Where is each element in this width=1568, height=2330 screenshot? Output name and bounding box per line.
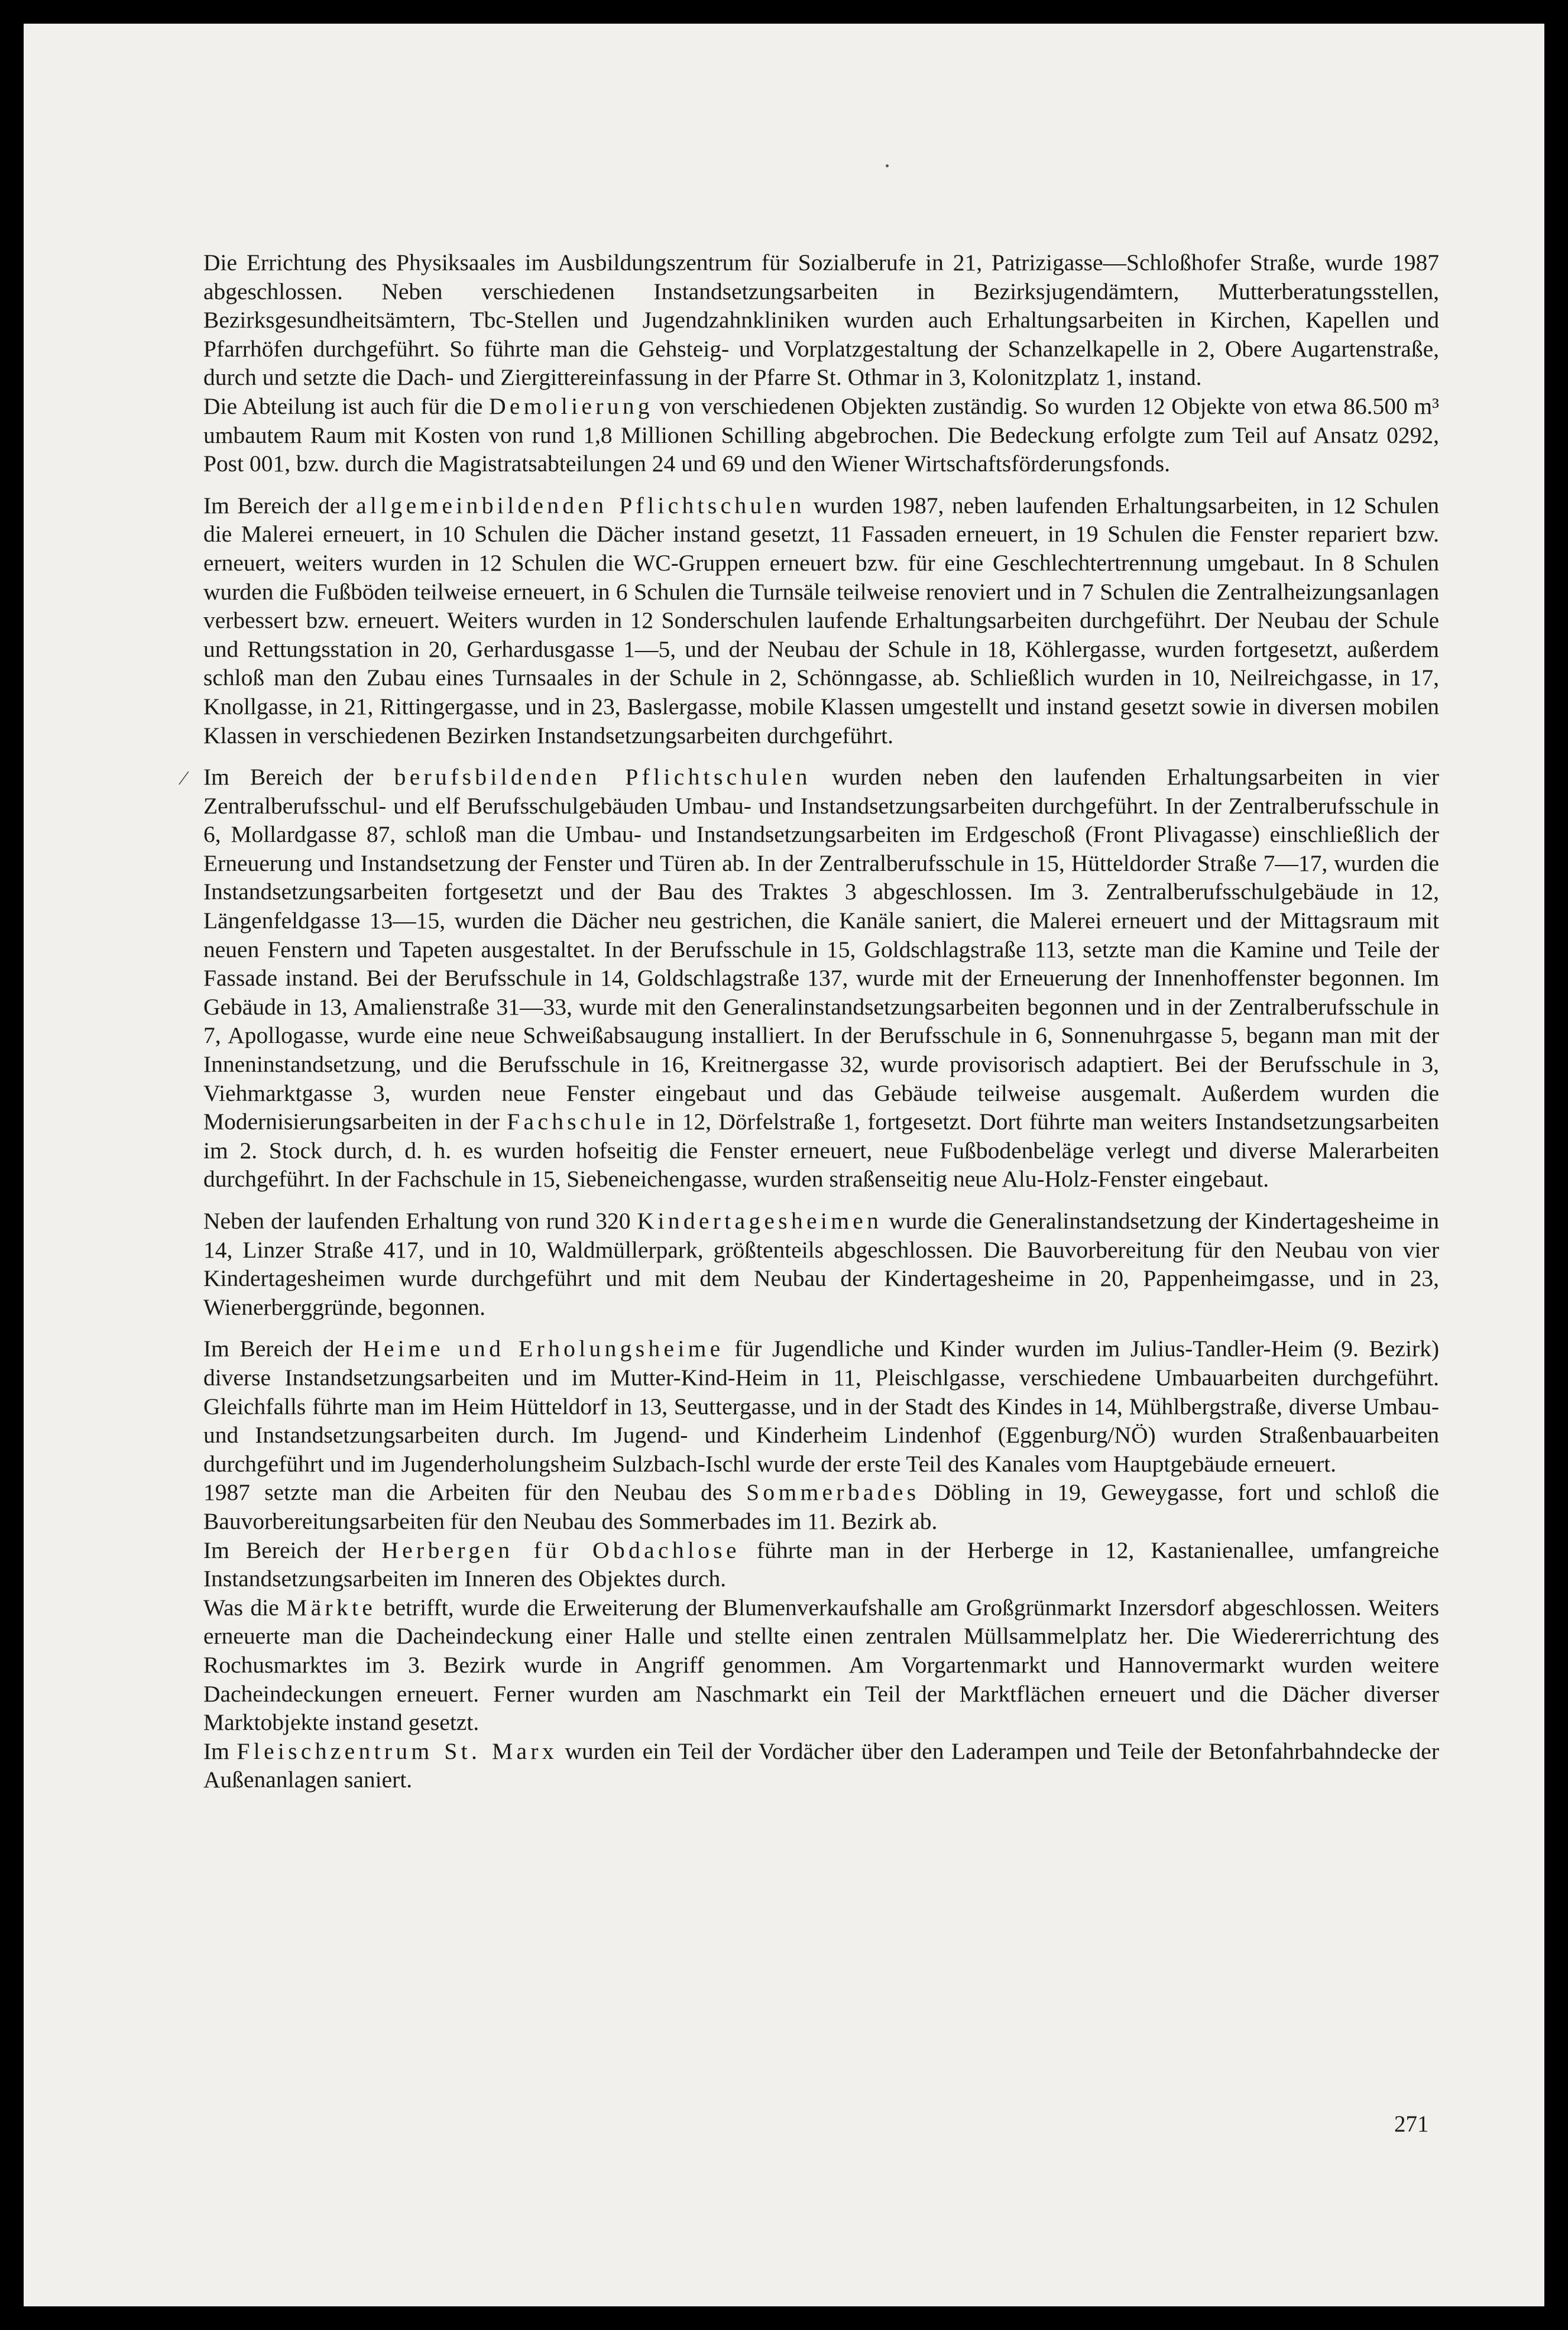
keyword-pflichtschulen: allgemeinbildenden Pflichtschulen: [356, 492, 805, 519]
paragraph-heime: [203, 1334, 1439, 1478]
speck-mark: [886, 164, 889, 167]
text-run: wurden 1987, neben laufenden Erhaltungsarbeiten, in 12 Schulen die Malerei erneuert, in 10 Schulen die Dächer instand gesetzt, 11 Fassaden erneuert, in 19 Schulen die Fenster repariert bzw. erneuert, weiters wurden in 12 Schulen die WC-Gruppen erneuert bzw. für eine Geschlechtertrennung umgebaut. In 8 Schulen wurden die Fußböden teilweise erneuert, in 6 Schulen die Turnsäle teilweise renoviert und in 7 Schulen die Zentralheizungsanlagen verbessert bzw. erneuert. Weiters wurden in 12 Sonderschulen laufende Erhaltungsarbeiten durchgeführt. Der Neubau der Schule und Rettungsstation in 20, Gerhardusgasse 1—5, und der Neubau der Schule in 18, Köhlergasse, wurden fortgesetzt, außerdem schloß man den Zubau eines Turnsaales in der Schule in 2, Schönngasse, ab. Schließlich wurden in 10, Neilreichgasse, in 17, Knollgasse, in 21, Rittingergasse, und in 23, Baslergasse, mobile Klassen umgestellt und instand gesetzt sowie in diversen mobilen Klassen in verschiedenen Bezirken Instandsetzungsarbeiten durchgeführt.: [203, 492, 1439, 748]
paragraph-fleischzentrum: [203, 1737, 1439, 1794]
text-run: Im: [203, 1738, 237, 1764]
text-run: 1987 setzte man die Arbeiten für den Neubau des: [203, 1479, 747, 1506]
body-text: [203, 248, 1439, 1794]
text-run: wurden ein Teil der Vordächer über den Laderampen und Teile der Betonfahrbahndecke der Außenanlagen saniert.: [203, 1738, 1439, 1793]
text-run: Die Abteilung ist auch für die: [203, 393, 490, 419]
keyword-kindertagesheime: Kindertagesheimen: [637, 1208, 883, 1234]
paragraph-herbergen: [203, 1536, 1439, 1593]
paragraph-pflichtschulen: [203, 491, 1439, 750]
paragraph-berufsschulen: [203, 763, 1439, 1194]
paragraph-demolierung: [203, 392, 1439, 478]
keyword-berufsschulen: berufsbildenden Pflichtschulen: [394, 764, 811, 790]
text-run: Im Bereich der: [203, 764, 394, 790]
text-run: Im Bereich der: [203, 1537, 382, 1563]
text-run: von verschiedenen Objekten zuständig. So wurden 12 Objekte von etwa 86.500 m³ umbautem Raum mit Kosten von rund 1,8 Millionen Schilling abgebrochen. Die Bedeckung erfolgte zum Teil auf Ansatz 0292, Post 001, bzw. durch die Magistratsabteilungen 24 und 69 und den Wiener Wirtschaftsförderungsfonds.: [203, 393, 1439, 477]
text-run: führte man in der Herberge in 12, Kastanienallee, umfangreiche Instandsetzungsarbeiten im Inneren des Objektes durch.: [203, 1537, 1439, 1592]
text-run: betrifft, wurde die Erweiterung der Blumenverkaufshalle am Großgrünmarkt Inzersdorf abgeschlossen. Weiters erneuerte man die Dacheindeckung einer Halle und stellte einen zentralen Müllsammelplatz her. Die Wiedererrichtung des Rochusmarktes im 3. Bezirk wurde in Angriff genommen. Am Vorgartenmarkt und Hannovermarkt wurden weitere Dacheindeckungen erneuert. Ferner wurden am Naschmarkt ein Teil der Marktflächen erneuert und die Dächer diverser Marktobjekte instand gesetzt.: [203, 1594, 1439, 1736]
text-run: Neben der laufenden Erhaltung von rund 320: [203, 1208, 637, 1234]
text-run: Was die: [203, 1594, 287, 1621]
keyword-fleischzentrum: Fleischzentrum St. Marx: [237, 1738, 558, 1764]
text-run: in 12, Dörfelstraße 1, fortgesetzt. Dort führte man weiters Instandsetzungsarbeiten im 2. Stock durch, d. h. es wurden hofseitig die Fenster erneuert, neue Fußbodenbeläge verlegt und diverse Malerarbeiten durchgeführt. In der Fachschule in 15, Siebeneichengasse, wurden straßenseitig neue Alu-Holz-Fenster eingebaut.: [203, 1109, 1439, 1192]
keyword-fachschule: Fachschule: [507, 1109, 650, 1135]
keyword-heime: Heime und Erholungsheime: [363, 1336, 724, 1362]
keyword-maerkte: Märkte: [286, 1594, 377, 1621]
page-number: 271: [1394, 2111, 1429, 2137]
keyword-herbergen: Herbergen für Obdachlose: [381, 1537, 740, 1563]
text-run: wurden neben den laufenden Erhaltungsarbeiten in vier Zentralberufsschul- und elf Berufsschulgebäuden Umbau- und Instandsetzungsarbeiten durchgeführt. In der Zentralberufsschule in 6, Mollardgasse 87, schloß man die Umbau- und Instandsetzungsarbeiten im Erdgeschoß (Front Plivagasse) einschließlich der Erneuerung und Instandsetzung der Fenster und Türen ab. In der Zentralberufsschule in 15, Hütteldorder Straße 7—17, wurden die Instandsetzungsarbeiten fortgesetzt und der Bau des Traktes 3 abgeschlossen. Im 3. Zentralberufsschulgebäude in 12, Längenfeldgasse 13—15, wurden die Dächer neu gestrichen, die Kanäle saniert, die Malerei erneuert und der Mittagsraum mit neuen Fenstern und Tapeten ausgestaltet. In der Berufsschule in 15, Goldschlagstraße 113, setzte man die Kamine und Teile der Fassade instand. Bei der Berufsschule in 14, Goldschlagstraße 137, wurde mit der Erneuerung der Innenhoffenster begonnen. Im Gebäude in 13, Amalienstraße 31—33, wurde mit den Generalinstandsetzungsarbeiten begonnen und in der Zentralberufsschule in 7, Apollogasse, wurde eine neue Schweißabsaugung installiert. In der Berufsschule in 6, Sonnenuhrgasse 5, begann man mit der Inneninstandsetzung, und die Berufsschule in 16, Kreitnergasse 32, wurde provisorisch adaptiert. Bei der Berufsschule in 3, Viehmarktgasse 3, wurden neue Fenster eingebaut und das Gebäude teilweise ausgemalt. Außerdem wurden die Modernisierungsarbeiten in der: [203, 764, 1440, 1135]
paragraph-physiksaal: Die Errichtung des Physiksaales im Ausbildungszentrum für Sozialberufe in 21, Patrizigasse—Schloßhofer Straße, wurde 1987 abgeschlossen. Neben verschiedenen Instandsetzungsarbeiten in Bezirksjugendämtern, Mutterberatungsstellen, Bezirksgesundheitsämtern, Tbc-Stellen und Jugendzahnkliniken wurden auch Erhaltungsarbeiten in Kirchen, Kapellen und Pfarrhöfen durchgeführt. So führte man die Gehsteig- und Vorplatzgestaltung der Schanzelkapelle in 2, Obere Augartenstraße, durch und setzte die Dach- und Ziergittereinfassung in der Pfarre St. Othmar in 3, Kolonitzplatz 1, instand.: [203, 249, 1439, 391]
keyword-sommerbad: Sommerbades: [746, 1479, 920, 1506]
document-page: [24, 24, 1544, 2306]
text-run: für Jugendliche und Kinder wurden im Julius-Tandler-Heim (9. Bezirk) diverse Instandsetzungsarbeiten und im Mutter-Kind-Heim in 11, Pleischlgasse, verschiedene Umbauarbeiten durchgeführt. Gleichfalls führte man im Heim Hütteldorf in 13, Seuttergasse, und in der Stadt des Kindes in 14, Mühlbergstraße, diverse Umbau- und Instandsetzungsarbeiten durch. Im Jugend- und Kinderheim Lindenhof (Eggenburg/NÖ) wurden Straßenbauarbeiten durchgeführt und im Jugenderholungsheim Sulzbach-Ischl wurde der erste Teil des Kanales vom Hauptgebäude erneuert.: [203, 1336, 1439, 1477]
paragraph-maerkte: [203, 1593, 1439, 1737]
text-run: Im Bereich der: [203, 492, 357, 519]
keyword-demolierung: Demolierung: [489, 393, 653, 419]
text-run: wurde die Generalinstandsetzung der Kindertagesheime in 14, Linzer Straße 417, und in 10, Waldmüllerpark, größtenteils abgeschlossen. Die Bauvorbereitung für den Neubau von vier Kindertagesheimen wurde durchgeführt und mit dem Neubau der Kindertagesheime in 20, Pappenheimgasse, und in 23, Wienerberggründe, begonnen.: [203, 1208, 1440, 1320]
text-run: Döbling in 19, Geweygasse, fort und schloß die Bauvorbereitungsarbeiten für den Neubau des Sommerbades im 11. Bezirk ab.: [203, 1479, 1439, 1534]
paragraph-sommerbad: [203, 1478, 1439, 1535]
margin-annotation: ⁄: [182, 767, 186, 789]
paragraph-kindertagesheime: [203, 1207, 1439, 1321]
text-run: Im Bereich der: [203, 1336, 364, 1362]
